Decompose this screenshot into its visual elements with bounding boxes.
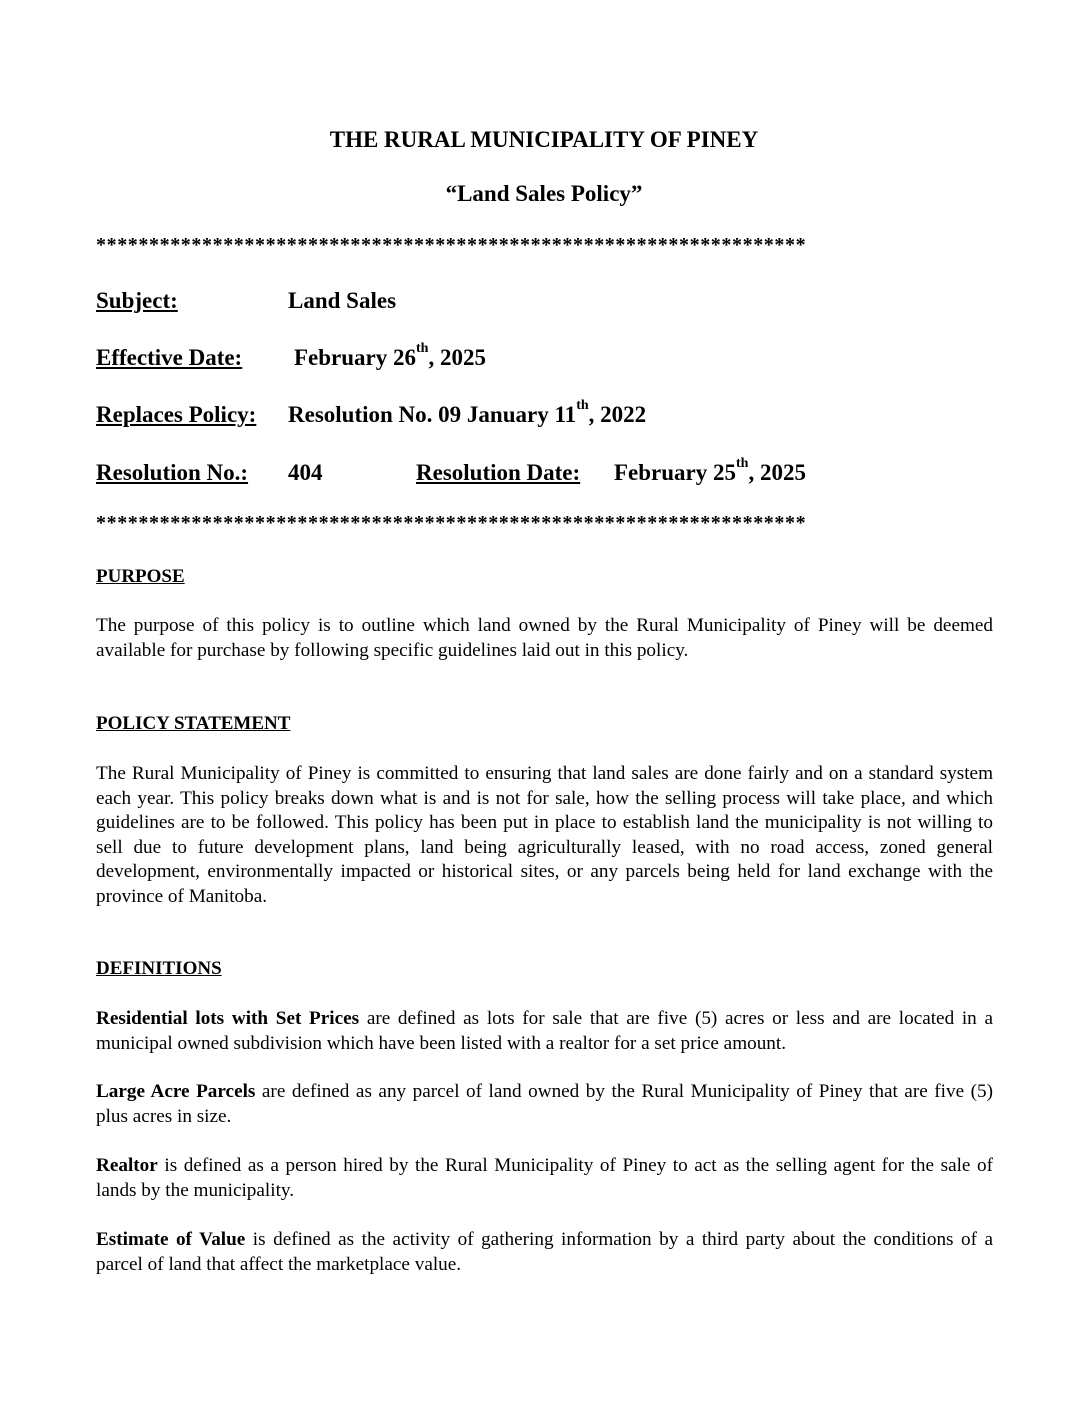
resolution-date-label: Resolution Date: [416,460,581,485]
policy-statement-heading: POLICY STATEMENT [96,713,291,734]
definition-item: Realtor is defined as a person hired by the Rural Municipality of Piney to act as the selling agent for the sale of lands by the municipality. [96,1155,993,1201]
definition-term: Residential lots with Set Prices [96,1008,360,1029]
resolution-no-value: 404 [288,460,323,485]
replaces-policy-label: Replaces Policy: [96,402,257,427]
org-title: THE RURAL MUNICIPALITY OF PINEY [329,127,759,152]
subject-value: Land Sales [288,288,397,313]
replaces-policy-value: Resolution No. 09 January 11th, 2022 [288,398,647,427]
separator-top: ******************************************************************* [96,234,807,256]
definition-term: Large Acre Parcels [96,1081,256,1102]
definition-item: Estimate of Value is defined as the activity of gathering information by a third party about the conditions of a parcel of land that affect the marketplace value. [96,1229,993,1275]
effective-date-value: February 26th, 2025 [294,341,486,370]
policy-title: “Land Sales Policy” [445,181,643,206]
resolution-date-value: February 25th, 2025 [614,456,806,485]
subject-label: Subject: [96,288,178,313]
resolution-no-label: Resolution No.: [96,460,249,485]
policy-statement-text: The Rural Municipality of Piney is committed to ensuring that land sales are done fairly and on a standard system each year. This policy breaks down what is and is not for sale, how the selling process will take place, and which guidelines are to be followed. This policy has been put in place to establish land the municipality is not willing to sell due to future development plans, land being agriculturally leased, with no road access, zoned general development, environmentally impacted or historical sites, or any parcels being held for land exchange with the province of Manitoba. [96,763,993,907]
definitions-heading: DEFINITIONS [96,958,222,979]
purpose-text: The purpose of this policy is to outline which land owned by the Rural Municipality of Piney will be deemed available for purchase by following specific guidelines laid out in this policy. [96,615,993,661]
definition-item: Residential lots with Set Prices are defined as lots for sale that are five (5) acres or less and are located in a municipal owned subdivision which have been listed with a realtor for a set price amount. [96,1008,993,1054]
separator-bottom: ******************************************************************* [96,512,807,534]
effective-date-label: Effective Date: [96,345,243,370]
definition-item: Large Acre Parcels are defined as any parcel of land owned by the Rural Municipality of Piney that are five (5) plus acres in size. [96,1081,993,1127]
definition-term: Realtor [96,1155,158,1176]
definition-term: Estimate of Value [96,1229,246,1250]
purpose-heading: PURPOSE [96,566,185,587]
